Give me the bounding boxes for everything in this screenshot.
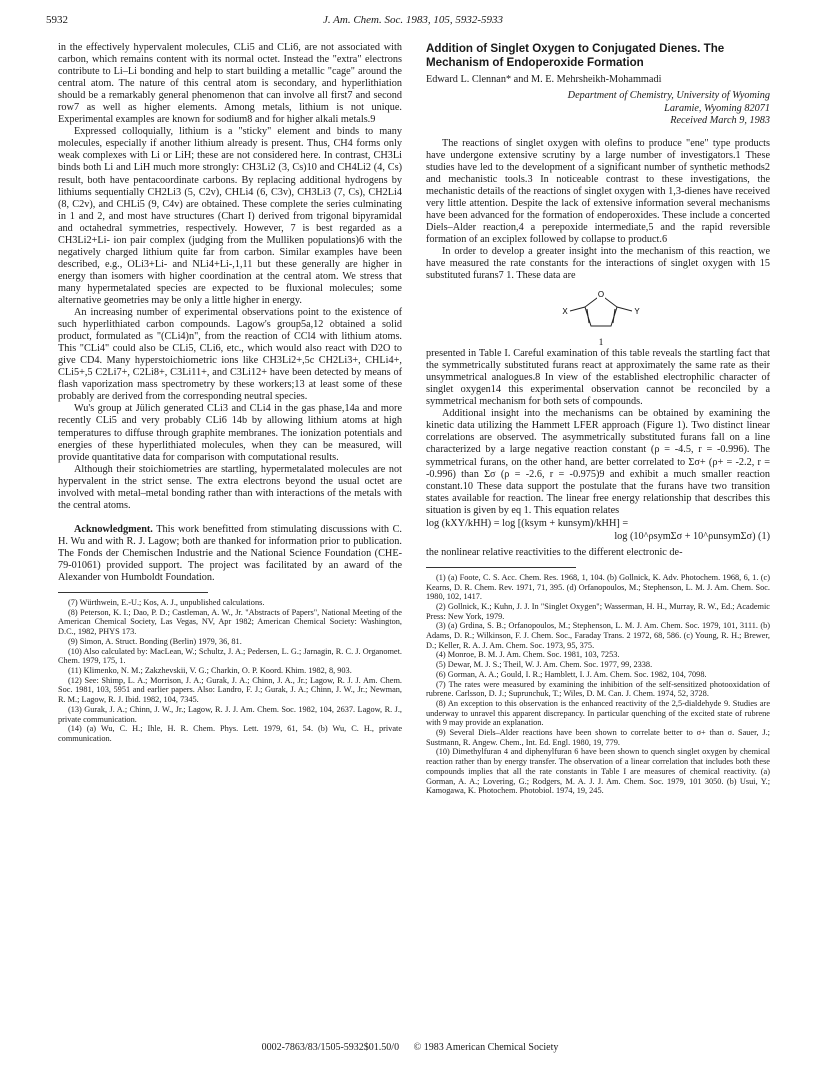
page-footer (0, 1042, 820, 1053)
reference: (10) Also calculated by: MacLean, W.; Schultz, J. A.; Pedersen, L. G.; Jarnagin, R. C. J. Organomet. Chem. 1979, 175, 1. (58, 646, 402, 666)
reference: (13) Gurak, J. A.; Chinn, J. W., Jr.; Lagow, R. J. J. Am. Chem. Soc. 1982, 104, 2637. Lagow, R. J., private communication. (58, 704, 402, 724)
reference: (12) See: Shimp, L. A.; Morrison, J. A.; Gurak, J. A.; Chinn, J. A., Jr.; Lagow, R. J. J. Am. Chem. Soc. 1981, 103, 5951 and earlier papers. Also: Landro, F. J.; Gurak, J. A.; Chinn, J. W., Jr.; Newman, R. M.; Lagow, R. J. Ibid. 1982, 104, 7345. (58, 675, 402, 705)
footnote-rule (58, 592, 208, 593)
reference: (4) Monroe, B. M. J. Am. Chem. Soc. 1981, 103, 7253. (436, 650, 620, 660)
equation-1-line-1: log (kXY/kHH) = log [(ksym + kunsym)/kHH] = (426, 517, 629, 529)
reference: (7) The rates were measured by examining the inhibition of the self-sensitized photooxidation of rubrene. Carlsson, D. J.; Suprunchuk, T.; Wiles, D. M. Can. J. Chem. 1974, 52, 3728. (426, 679, 770, 699)
journal-citation: J. Am. Chem. Soc. 1983, 105, 5932-5933 (322, 14, 504, 26)
oxygen-atom-label: O (597, 290, 605, 300)
body-paragraph: in the effectively hypervalent molecules, CLi5 and CLi6, are not associated with carbon, which remains content with its normal octet. Instead the "extra" electrons contribute to Li–Li bonding and help to start building a metallic "cage" around the central atom. The nature of this central atom is secondary, and hyperlithiation should be a remarkably general phenomenon that can involve all first7 and second row7 as well as higher elements. Among metals, lithium is not unique. Experimental examples are known for sodium8 and for higher alkali metals.9 (58, 42, 402, 126)
copyright-notice: © 1983 American Chemical Society (413, 1042, 559, 1053)
reference: (9) Simon, A. Struct. Bonding (Berlin) 1979, 36, 81. (68, 636, 242, 646)
article-title: Addition of Singlet Oxygen to Conjugated Dienes. The Mechanism of Endoperoxide Formation (426, 42, 725, 69)
furan-ring-diagram (556, 284, 646, 348)
reference: (3) (a) Grdina, S. B.; Orfanopoulos, M.; Stephenson, L. M. J. Am. Chem. Soc. 1979, 101, 3111. (b) Adams, D. R.; Wilkinson, F. J. Chem. Soc., Faraday Trans. 2 1972, 68, 586. (c) Young, R. H.; Brewer, D.; Keller, R. A. J. Am. Chem. Soc. 1973, 95, 375. (426, 621, 770, 650)
reference: (14) (a) Wu, C. H.; Ihle, H. R. Chem. Phys. Lett. 1979, 61, 54. (b) Wu, C. H., private communication. (58, 724, 402, 743)
furan-structure (426, 282, 770, 348)
body-paragraph: Additional insight into the mechanisms can be obtained by examining the kinetic data utilizing the Hammett LFER approach (Figure 1). Two distinct linear correlations are observed. The asymmetrically substituted furans fall on a line characterized by a large negative reaction constant (ρ = -4.5, r = -0.996). The symmetrical furans, on the other hand, are better correlated to Σσ+ (ρ+ = -2.2, r = -0.996) than Σσ (ρ = -2.6, r = -0.975)9 and exhibit a much smaller reaction constant.10 These data support the postulate that the furans have two transition states available for reaction. The linear free energy relationship that describes this situation is given by eq 1. This equation relates (426, 408, 770, 516)
y-substituent-label: Y (634, 307, 640, 317)
reference: (9) Several Diels–Alder reactions have been shown to correlate better to σ+ than σ. Sauer, J.; Sustmann, R. Angew. Chem., Int. Ed. Engl. 1980, 19, 779. (426, 728, 770, 747)
x-substituent-label: X (562, 307, 568, 317)
acknowledgment-text: This work benefitted from stimulating discussions with C. H. Wu and with R. J. Lagow; both are thanked for information prior to publication. The Fonds der Chemischen Industrie and the National Science Foundation (CHE-79-01061) provided support. The project was facilitated by an award of the Alexander von Humboldt Foundation. (58, 523, 402, 584)
reference: (5) Dewar, M. J. S.; Theil, W. J. Am. Chem. Soc. 1977, 99, 2338. (436, 660, 653, 670)
page-number: 5932 (46, 14, 68, 26)
right-column (426, 42, 770, 796)
reference: (8) Peterson, K. I.; Dao, P. D.; Castleman, A. W., Jr. "Abstracts of Papers", National Meeting of the American Chemical Society, Las Vegas, NV, Apr 1982; American Chemical Society: Washington, D.C., 1982, PHYS 173. (58, 607, 402, 637)
reference: (10) Dimethylfuran 4 and diphenylfuran 6 have been shown to quench singlet oxygen by chemical reaction rather than by energy transfer. The observation of a linear correlation that includes both these compounds implies that all the rate constants in Table I are measures of chemical reactivity. (a) Gorman, A. A.; Lovering, G.; Rodgers, M. A. J. J. Am. Chem. Soc. 1979, 101 3050. (b) Usui, Y.; Kamogawa, K. Photochem. Photobiol. 1974, 19, 245. (426, 747, 770, 796)
reference: (11) Klimenko, N. M.; Zakzhevskii, V. G.; Charkin, O. P. Koord. Khim. 1982, 8, 903. (68, 665, 352, 675)
acknowledgment-label: Acknowledgment. (74, 523, 153, 535)
left-column (58, 42, 402, 744)
reference: (8) An exception to this observation is the enhanced reactivity of the 2,5-dialdehyde 9. Studies are underway to unravel this apparent discrepancy. In particular quenching of the excited state of rubrene with 9 may provide an explanation. (426, 698, 770, 728)
body-paragraph: In order to develop a greater insight into the mechanism of this reaction, we have measured the rate constants for the interactions of singlet oxygen with 15 substituted furans7 1. These data are (426, 245, 770, 282)
affiliation-location: Laramie, Wyoming 82071 (664, 102, 770, 114)
body-paragraph: Wu's group at Jülich generated CLi3 and CLi4 in the gas phase,14a and more recently CLi5 and very probably CLi6 14b by allowing lithium atoms at high temperatures to diffuse through graphite membranes. The ionization potentials and energies of these hyperlithiated molecules, when they can be measured, will provide quantitative data for comparison with computational results. (58, 403, 402, 463)
body-paragraph: An increasing number of experimental observations point to the existence of such hyperlithiated carbon compounds. Lagow's group5a,12 obtained a solid product, formulated as "(CLi4)n", from the reaction of CCl4 with lithium atoms. This "CLi4" could also be CLi5, CLi6, etc., which would also react with D2O to give CD4. Many hyperstoichiometric ions like CH3Li2+,5c CH2Li3+, CHLi4+, CLi5+,5 C2Li7+, C2Li8+, C3Li11+, and C3Li12+ have been detected by means of flash vaporization mass spectrometry by these workers;13 at least some of these probably are derived from the corresponding neutral species. (58, 307, 402, 403)
article-authors: Edward L. Clennan* and M. E. Mehrsheikh-Mohammadi (426, 74, 662, 85)
body-paragraph: The reactions of singlet oxygen with olefins to produce "ene" type products have undergone extensive scrutiny by a large number of investigators.1 These studies have led to the development of a significant number of synthetic methods2 and mechanistic tools.3 In noticeable contrast to these investigations, the mechanistic details of the reactions of singlet oxygen with 1,3-dienes have received very little attention. Despite the lack of extensive information several mechanisms have been advanced for the formation of endoperoxides. These include a concerted Diels–Alder reaction,4 a perepoxide intermediate,5 and the rapid reversible formation of an exciplex followed by collapse to product.6 (426, 137, 770, 245)
compound-number: 1 (598, 337, 604, 348)
affiliation-department: Department of Chemistry, University of Wyoming (567, 90, 770, 102)
references-right (426, 573, 770, 796)
reference: (7) Würthwein, E.-U.; Kos, A. J., unpublished calculations. (68, 598, 265, 608)
body-paragraph: presented in Table I. Careful examination of this table reveals the startling fact that the symmetrically substituted furans react at approximately the same rate as their unsymmetrical analogues.8 In view of the established electrophilic character of singlet oxygen14 this experimental observation cannot be reconciled by a symmetrical mechanism for both sets of compounds. (426, 348, 770, 408)
reference: (6) Gorman, A. A.; Gould, I. R.; Hamblett, I. J. Am. Chem. Soc. 1982, 104, 7098. (436, 669, 707, 679)
article-code: 0002-7863/83/1505-5932$01.50/0 (261, 1042, 400, 1053)
references-left (58, 598, 402, 744)
body-paragraph: the nonlinear relative reactivities to the different electronic de- (426, 546, 683, 558)
body-paragraph: Expressed colloquially, lithium is a "sticky" element and binds to many molecules, especially if another lithium already is present. Thus, CH4 forms only weak complexes with Li or LiH; these are not considered here. In contrast, CH3Li binds both Li and LiH much more strongly: CH3Li2 (3, Cs)10 and CH4Li2 (4, Cs) result, both have pentacoordinate carbons. By replacing additional hydrogens by lithiums sequentially CH2Li3 (5, C2v), CHLi4 (6, C3v), CH3Li3 (7, Cs), CH2Li4 (8, C2v), and CHLi5 (9, C4v) are obtained. These complete the series culminating in 1 and 2, and most have structures (Chart I) derived from trigonal bipyramidal and octahedral symmetries, respectively. However, 7 is best regarded as a CH3Li2+Li- ion pair complex (judging from the Mulliken populations)6 with the negatively charged lithium quite far from carbon. Similar examples have been described, e.g., OLi3+Li- and NLi4+Li-,1,11 but these generally are higher in energy than isomers with higher coordination at the central atom. We stress that many hypermetalated species are expected to be fluxional molecules; some alternative geometries may be only a little higher in energy. (58, 126, 402, 306)
reference: (2) Gollnick, K.; Kuhn, J. J. In "Singlet Oxygen"; Wasserman, H. H., Murray, R. W., Ed.; Academic Press: New York, 1979. (426, 601, 770, 621)
footnote-rule (426, 567, 576, 568)
equation-1-line-2: log (10^ρsymΣσ + 10^ρunsymΣσ) (1) (614, 531, 770, 543)
affiliation (426, 90, 770, 128)
running-header (46, 14, 780, 30)
reference: (1) (a) Foote, C. S. Acc. Chem. Res. 1968, 1, 104. (b) Gollnick, K. Adv. Photochem. 1968, 6, 1. (c) Kearns, D. R. Chem. Rev. 1971, 71, 395. (d) Orfanopoulos, M.; Stephenson, L. M. J. Am. Chem. Soc. 1980, 102, 1417. (426, 572, 770, 602)
received-date: Received March 9, 1983 (670, 115, 770, 127)
body-paragraph: Although their stoichiometries are startling, hypermetalated molecules are not hypervalent in the strict sense. The extra electrons beyond the usual octet are involved with metal–metal bonding rather than with interactions of the metals with the central atoms. (58, 463, 402, 511)
acknowledgment (58, 524, 402, 584)
